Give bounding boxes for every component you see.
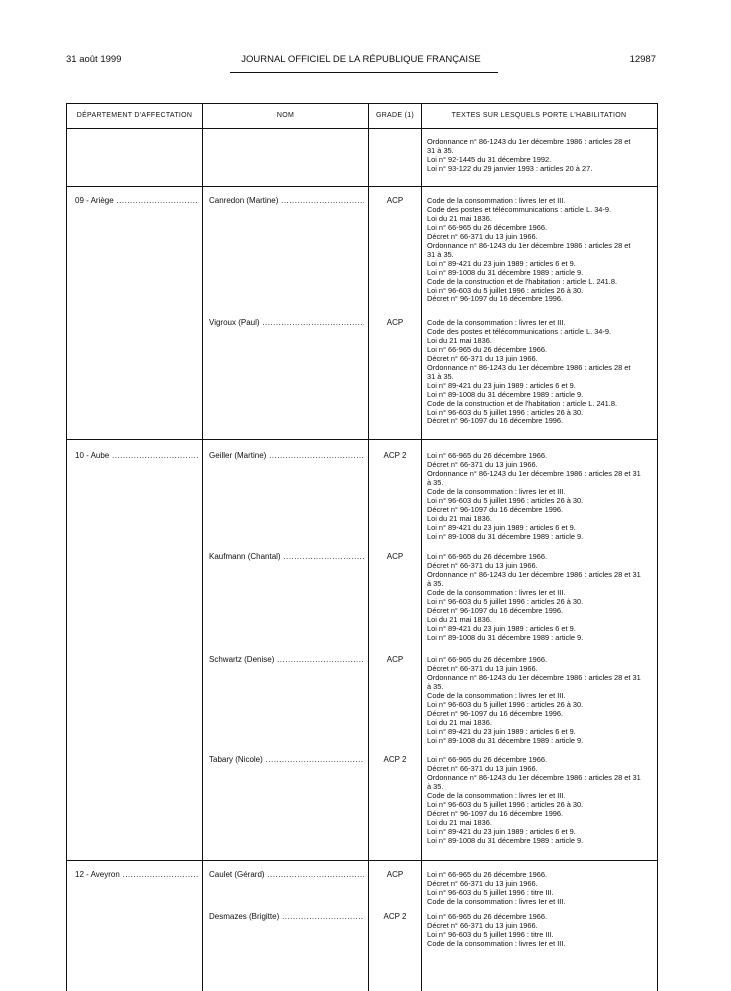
text-line: Ordonnance n° 86-1243 du 1er décembre 1986 : articles 28 et: [427, 362, 631, 372]
text-line: Ordonnance n° 86-1243 du 1er décembre 1986 : articles 28 et 31: [427, 468, 641, 478]
text-line: Ordonnance n° 86-1243 du 1er décembre 1986 : articles 28 et: [427, 240, 631, 250]
text-line: Décret n° 66-371 du 13 juin 1966.: [427, 763, 538, 773]
text-line: Loi n° 89-421 du 23 juin 1989 : articles 6 et 9.: [427, 623, 576, 633]
row-divider: [67, 439, 657, 440]
text-line: Loi n° 96-603 du 5 juillet 1996 : articles 26 à 30.: [427, 596, 584, 606]
text-line: Décret n° 66-371 du 13 juin 1966.: [427, 459, 538, 469]
text-line: Loi n° 89-1008 du 31 décembre 1989 : article 9.: [427, 389, 584, 399]
text-line: Loi n° 89-1008 du 31 décembre 1989 : article 9.: [427, 531, 584, 541]
page-number: 12987: [629, 54, 656, 65]
person-grade: ACP: [386, 318, 404, 327]
text-line: Loi n° 89-421 du 23 juin 1989 : articles 6 et 9.: [427, 258, 576, 268]
text-line: Loi n° 66-965 du 26 décembre 1966.: [427, 870, 548, 879]
text-line: Loi n° 96-603 du 5 juillet 1996 : titre III.: [427, 929, 554, 939]
text-line: Code de la consommation : livres Ier et III.: [427, 790, 566, 800]
text-line: Loi n° 89-1008 du 31 décembre 1989 : article 9.: [427, 735, 584, 745]
text-line: Code de la consommation : livres Ier et III.: [427, 587, 566, 597]
header-rule: [230, 72, 498, 73]
row-divider: [67, 860, 657, 861]
texts-list: [427, 197, 651, 304]
table-header: [67, 104, 657, 129]
text-line: Loi n° 89-1008 du 31 décembre 1989 : article 9.: [427, 267, 584, 277]
text-line: Loi n° 96-603 du 5 juillet 1996 : articles 26 à 30.: [427, 799, 584, 809]
column-divider: [202, 104, 203, 991]
text-line: Décret n° 96-1097 du 16 décembre 1996.: [427, 294, 564, 304]
text-line: Code de la construction et de l'habitation : article L. 241.8.: [427, 398, 617, 408]
texts-list: [427, 553, 651, 643]
text-line: Loi n° 89-421 du 23 juin 1989 : articles 6 et 9.: [427, 826, 576, 836]
person-grade: ACP 2: [383, 451, 407, 460]
text-line: à 35.: [427, 477, 444, 487]
person-name: Geiller (Martine) .....: [209, 451, 364, 460]
texts-list: [427, 656, 651, 746]
person-grade: ACP: [386, 870, 404, 879]
text-line: Code des postes et télécommunications : article L. 34-9.: [427, 326, 612, 336]
person-name: Vigroux (Paul) .....: [209, 318, 364, 327]
text-line: Loi n° 93-122 du 29 janvier 1993 : articles 20 à 27.: [427, 163, 593, 173]
text-line: Décret n° 66-371 du 13 juin 1966.: [427, 663, 538, 673]
text-line: Code de la consommation : livres Ier et III.: [427, 486, 566, 496]
text-line: Décret n° 96-1097 du 16 décembre 1996.: [427, 504, 564, 514]
text-line: Décret n° 66-371 du 13 juin 1966.: [427, 231, 538, 241]
text-line: Loi n° 66-965 du 26 décembre 1966.: [427, 912, 548, 921]
text-line: Loi n° 96-603 du 5 juillet 1996 : articles 26 à 30.: [427, 285, 584, 295]
text-line: Loi n° 96-603 du 5 juillet 1996 : articles 26 à 30.: [427, 495, 584, 505]
texts-list: [427, 756, 651, 846]
text-line: Loi du 21 mai 1836.: [427, 513, 492, 523]
text-line: Loi du 21 mai 1836.: [427, 213, 492, 223]
person-name: Caulet (Gérard) .....: [209, 870, 364, 879]
text-line: Ordonnance n° 86-1243 du 1er décembre 1986 : articles 28 et 31: [427, 569, 641, 579]
text-line: Loi n° 66-965 du 26 décembre 1966.: [427, 451, 548, 460]
dept-ariege: 09 - Ariège .....: [75, 196, 199, 205]
person-grade: ACP 2: [383, 912, 407, 921]
text-line: 31 à 35.: [427, 145, 454, 155]
text-line: Décret n° 66-371 du 13 juin 1966.: [427, 560, 538, 570]
text-line: Décret n° 96-1097 du 16 décembre 1996.: [427, 416, 564, 426]
person-grade: ACP 2: [383, 755, 407, 764]
text-line: Loi du 21 mai 1836.: [427, 717, 492, 727]
person-grade: ACP: [386, 655, 404, 664]
text-line: Loi n° 66-965 du 26 décembre 1966.: [427, 552, 548, 561]
person-name: Desmazes (Brigitte) .....: [209, 912, 364, 921]
column-divider: [368, 104, 369, 991]
text-line: 31 à 35.: [427, 371, 454, 381]
text-line: Code de la consommation : livres Ier et III.: [427, 318, 566, 327]
text-line: Code de la consommation : livres Ier et III.: [427, 690, 566, 700]
text-line: à 35.: [427, 781, 444, 791]
text-line: Loi n° 89-421 du 23 juin 1989 : articles 6 et 9.: [427, 726, 576, 736]
texts-list: [427, 319, 651, 426]
col-header-nom: NOM: [276, 112, 295, 119]
person-name: Tabary (Nicole) .....: [209, 755, 364, 764]
text-line: Ordonnance n° 86-1243 du 1er décembre 1986 : articles 28 et 31: [427, 772, 641, 782]
text-line: Loi du 21 mai 1836.: [427, 614, 492, 624]
text-line: Loi n° 66-965 du 26 décembre 1966.: [427, 344, 548, 354]
person-name: Schwartz (Denise) .....: [209, 655, 364, 664]
text-line: Décret n° 66-371 du 13 juin 1966.: [427, 920, 538, 930]
text-line: Loi n° 89-421 du 23 juin 1989 : articles 6 et 9.: [427, 380, 576, 390]
text-line: 31 à 35.: [427, 249, 454, 259]
text-line: Loi n° 96-603 du 5 juillet 1996 : articles 26 à 30.: [427, 699, 584, 709]
col-header-departement: DÉPARTEMENT D'AFFECTATION: [76, 112, 193, 119]
dept-aube: 10 - Aube .....: [75, 451, 199, 460]
text-line: Décret n° 96-1097 du 16 décembre 1996.: [427, 708, 564, 718]
person-name: Canredon (Martine) .....: [209, 196, 364, 205]
texts-list: [427, 871, 651, 907]
texts-list: [427, 452, 651, 542]
journal-title: JOURNAL OFFICIEL DE LA RÉPUBLIQUE FRANÇAISE: [241, 54, 481, 65]
text-line: Loi du 21 mai 1836.: [427, 817, 492, 827]
text-line: Décret n° 66-371 du 13 juin 1966.: [427, 353, 538, 363]
text-line: Loi n° 96-603 du 5 juillet 1996 : titre III.: [427, 887, 554, 897]
text-line: Loi du 21 mai 1836.: [427, 335, 492, 345]
text-line: Ordonnance n° 86-1243 du 1er décembre 1986 : articles 28 et 31: [427, 672, 641, 682]
habilitation-table: [66, 103, 658, 991]
person-name: Kaufmann (Chantal) .....: [209, 552, 364, 561]
text-line: à 35.: [427, 578, 444, 588]
text-line: Code de la consommation : livres Ier et III.: [427, 938, 566, 948]
text-line: Loi n° 89-421 du 23 juin 1989 : articles 6 et 9.: [427, 522, 576, 532]
text-line: Code de la consommation : livres Ier et III.: [427, 196, 566, 205]
text-line: Loi n° 66-965 du 26 décembre 1966.: [427, 755, 548, 764]
header-date: 31 août 1999: [66, 54, 122, 65]
text-line: Loi n° 89-1008 du 31 décembre 1989 : article 9.: [427, 835, 584, 845]
text-line: Code des postes et télécommunications : article L. 34-9.: [427, 204, 612, 214]
text-line: Décret n° 96-1097 du 16 décembre 1996.: [427, 808, 564, 818]
column-divider: [421, 104, 422, 991]
dept-aveyron: 12 - Aveyron .....: [75, 870, 199, 879]
running-header: [66, 54, 656, 68]
row-divider: [67, 186, 657, 187]
text-line: Loi n° 66-965 du 26 décembre 1966.: [427, 655, 548, 664]
person-grade: ACP: [386, 196, 404, 205]
col-header-grade: GRADE (1): [375, 112, 415, 119]
text-line: Ordonnance n° 86-1243 du 1er décembre 1986 : articles 28 et: [427, 137, 631, 146]
text-line: Loi n° 89-1008 du 31 décembre 1989 : article 9.: [427, 632, 584, 642]
text-line: Code de la construction et de l'habitation : article L. 241.8.: [427, 276, 617, 286]
text-line: Décret n° 66-371 du 13 juin 1966.: [427, 878, 538, 888]
text-line: Loi n° 66-965 du 26 décembre 1966.: [427, 222, 548, 232]
text-line: Décret n° 96-1097 du 16 décembre 1996.: [427, 605, 564, 615]
text-line: Loi n° 96-603 du 5 juillet 1996 : articles 26 à 30.: [427, 407, 584, 417]
text-line: Loi n° 92-1445 du 31 décembre 1992.: [427, 154, 552, 164]
col-header-textes: TEXTES SUR LESQUELS PORTE L'HABILITATION: [451, 112, 627, 119]
text-line: Code de la consommation : livres Ier et III.: [427, 896, 566, 906]
person-grade: ACP: [386, 552, 404, 561]
texts-list: [427, 913, 651, 949]
text-line: à 35.: [427, 681, 444, 691]
texts-list: [427, 138, 651, 174]
